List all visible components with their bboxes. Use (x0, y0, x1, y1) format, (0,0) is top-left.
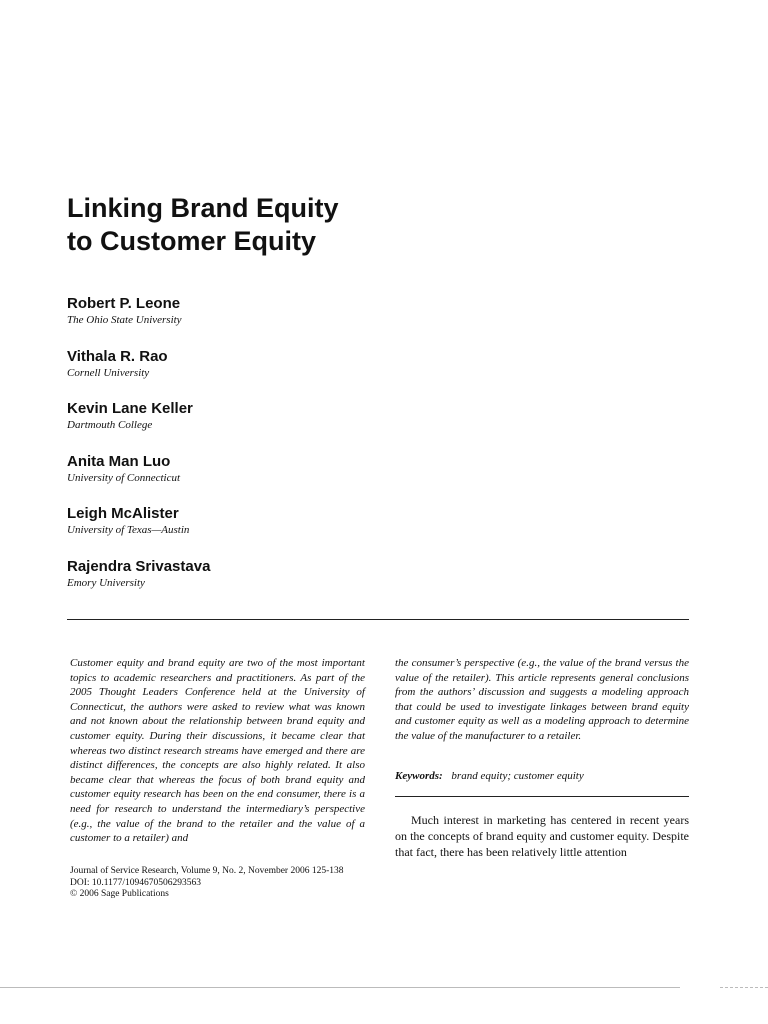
author-name: Anita Man Luo (67, 452, 171, 470)
keywords-text: brand equity; customer equity (451, 770, 584, 782)
title-line-1: Linking Brand Equity (67, 193, 339, 223)
citation-copyright: © 2006 Sage Publications (70, 889, 169, 899)
author-affiliation: Cornell University (67, 366, 150, 379)
author-block (67, 557, 467, 610)
keywords-line (395, 769, 689, 783)
article-title (67, 192, 487, 258)
author-block (67, 347, 467, 400)
author-name: Rajendra Srivastava (67, 557, 211, 575)
body-paragraph: Much interest in marketing has centered in recent years on the concepts of brand equity and customer equity. Despite that fact, there has been relatively little attention (395, 813, 689, 859)
author-block (67, 504, 467, 557)
author-name: Leigh McAlister (67, 505, 179, 522)
page-bottom-edge-right (720, 987, 768, 988)
author-name: Robert P. Leone (67, 295, 181, 312)
title-line-2: to Customer Equity (67, 226, 317, 256)
citation-journal: Journal of Service Research, Volume 9, No. 2, November 2006 125-138 (70, 866, 344, 876)
abstract-column-left: Customer equity and brand equity are two of the most important topics to academic researchers and practitioners. As part of the 2005 Thought Leaders Conference held at the University of Connecticut, the authors were asked to review what was known and not known about the relationship between brand equity and customer equity. During their discussions, it became clear that whereas two distinct research streams have emerged and there are distinct differences, the concepts are also highly related. It also became clear that whereas the focus of both brand equity and customer equity research has been on the end consumer, there is a need for research to understand the intermediary’s perspective (e.g., the value of the brand to the retailer and the value of a customer to a retailer) and (70, 657, 365, 845)
author-affiliation: University of Connecticut (67, 471, 181, 484)
author-block (67, 452, 467, 505)
citation-doi: DOI: 10.1177/1094670506293563 (70, 877, 202, 888)
author-list (67, 294, 467, 609)
keywords-divider (395, 796, 689, 797)
author-name: Kevin Lane Keller (67, 400, 193, 417)
author-affiliation: Dartmouth College (67, 419, 153, 431)
author-block (67, 294, 467, 347)
abstract-column-right: the consumer’s perspective (e.g., the value of the brand versus the value of the retailer). This article represents general conclusions from the authors’ discussion and suggests a modeling approach that could be used to investigate linkages between brand equity and customer equity as well as a modeling approach to determine the value of the manufacturer to a retailer. (395, 657, 689, 742)
author-name: Vithala R. Rao (67, 347, 168, 365)
keywords-label: Keywords: (395, 770, 443, 782)
abstract-top-divider (67, 619, 689, 620)
author-affiliation: The Ohio State University (67, 314, 182, 326)
author-affiliation: University of Texas—Austin (67, 524, 190, 536)
citation-block (70, 866, 380, 901)
author-block (67, 399, 467, 452)
author-affiliation: Emory University (67, 576, 145, 589)
page-bottom-edge (0, 987, 680, 988)
